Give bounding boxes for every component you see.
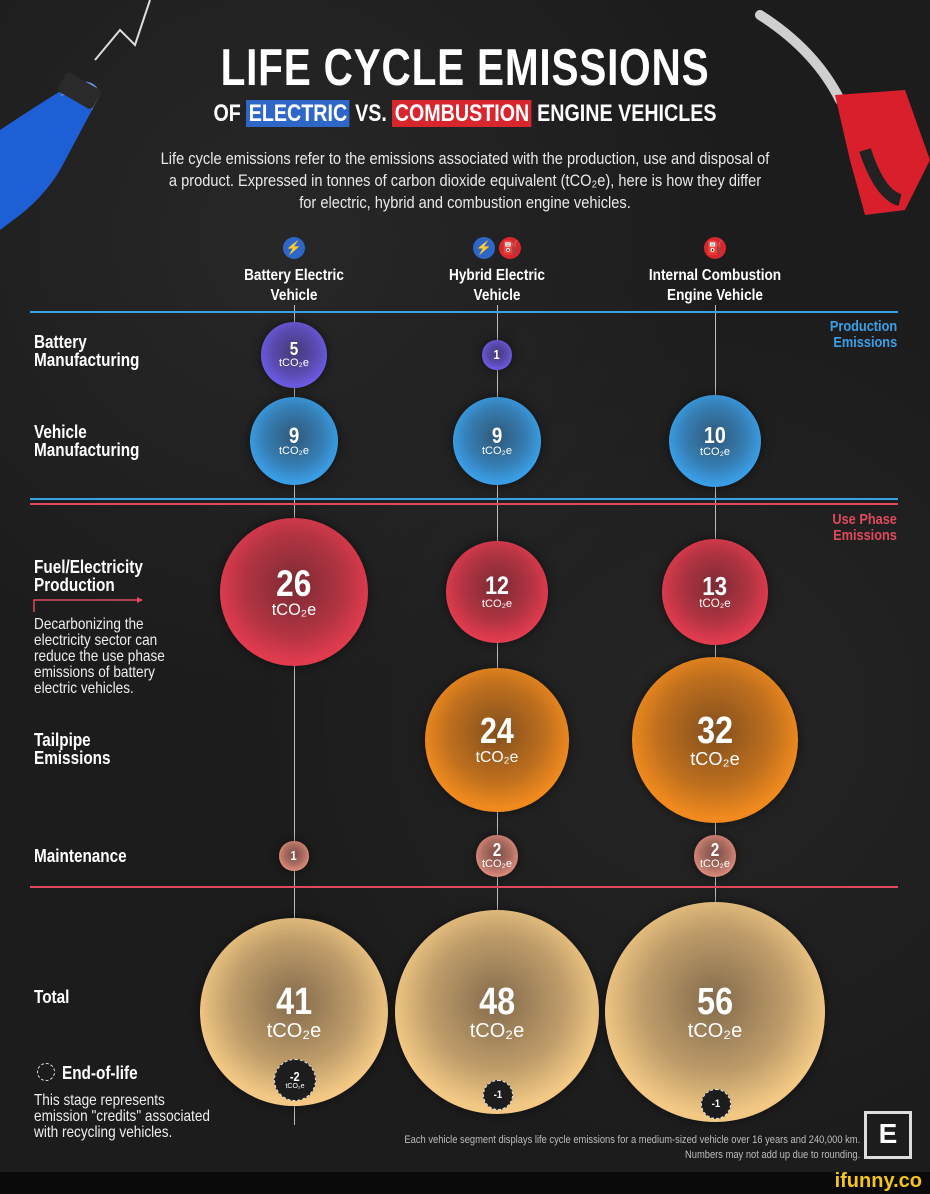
column-header-line1: Hybrid Electric xyxy=(449,267,545,284)
note-line: with recycling vehicles. xyxy=(34,1124,173,1141)
page-title: LIFE CYCLE EMISSIONS xyxy=(220,39,710,97)
row-label-line2: Emissions xyxy=(34,748,111,768)
note-line: This stage represents xyxy=(34,1092,165,1109)
footer-line2: Numbers may not add up due to rounding. xyxy=(684,1149,860,1161)
watermark-bar xyxy=(0,1172,930,1194)
bubble-eol-2 xyxy=(701,1089,731,1119)
bubble-value: 12 xyxy=(485,571,509,600)
bubble-value: 1 xyxy=(290,848,298,864)
lightning-icon: ⚡ xyxy=(283,237,305,259)
bubble-battery-0 xyxy=(261,322,326,387)
footer-line1: Each vehicle segment displays life cycle emissions for a medium-sized vehicle over 16 years and 240,000 km. xyxy=(404,1134,860,1146)
bubble-unit: tCO₂e xyxy=(266,1019,322,1042)
row-label-eol: End-of-life xyxy=(62,1063,138,1083)
bubble-unit: tCO₂e xyxy=(687,1019,743,1042)
bubble-vehicle-1 xyxy=(453,397,541,485)
bubble-value: -1 xyxy=(711,1097,721,1110)
subtitle-pre: OF xyxy=(213,100,241,127)
bubble-value: 13 xyxy=(702,571,728,602)
bubble-unit: tCO₂e xyxy=(285,1083,305,1090)
bubble-unit: tCO₂e xyxy=(700,858,730,871)
row-label-line2: Production xyxy=(34,575,115,595)
bubble-unit: tCO₂e xyxy=(279,445,309,458)
bubble-value: 48 xyxy=(479,980,515,1023)
column-header-line2: Vehicle xyxy=(473,287,521,304)
bubble-value: 1 xyxy=(493,347,501,363)
note-line: Decarbonizing the xyxy=(34,616,144,633)
row-label-line1: Battery xyxy=(34,332,87,352)
bubble-unit: tCO₂e xyxy=(279,357,309,370)
bubble-value: 5 xyxy=(289,339,299,360)
publisher-logo: E xyxy=(864,1111,912,1159)
bubble-value: -1 xyxy=(493,1088,503,1101)
subtitle-vs: VS. xyxy=(355,100,387,127)
row-label-line2: Manufacturing xyxy=(34,440,140,460)
bubble-value: 41 xyxy=(276,980,312,1023)
row-label-line1: Tailpipe xyxy=(34,730,91,750)
bubble-eol-1 xyxy=(483,1080,513,1110)
bubble-unit: tCO₂e xyxy=(482,445,512,458)
row-label-line1: Vehicle xyxy=(34,422,87,442)
section-label-line2: Emissions xyxy=(833,334,897,351)
bubble-maintenance-2 xyxy=(694,835,735,876)
bubble-unit: tCO₂e xyxy=(481,598,513,611)
bubble-fuel-0 xyxy=(220,518,369,667)
watermark-text: ifunny.co xyxy=(834,1170,922,1192)
column-header-line1: Internal Combustion xyxy=(648,267,782,284)
footer-note xyxy=(404,1133,860,1163)
bubble-vehicle-2 xyxy=(669,395,761,487)
bubble-unit: tCO₂e xyxy=(700,446,730,459)
bubble-fuel-2 xyxy=(662,539,767,644)
column-header-line1: Battery Electric xyxy=(244,267,344,284)
bubble-unit: tCO₂e xyxy=(271,601,317,620)
bubble-eol-0 xyxy=(274,1059,316,1101)
bubble-value: 56 xyxy=(697,980,733,1023)
note-line: emissions of battery xyxy=(34,664,155,681)
fuel-pump-icon: ⛽ xyxy=(704,237,726,259)
bubble-tailpipe-1 xyxy=(425,668,568,811)
bubble-value: 9 xyxy=(288,422,300,448)
column-header-line2: Engine Vehicle xyxy=(667,287,763,304)
bubble-fuel-1 xyxy=(446,541,547,642)
bubble-maintenance-0 xyxy=(279,841,308,870)
bubble-value: 26 xyxy=(276,562,312,605)
column-header-line2: Vehicle xyxy=(270,287,318,304)
row-label-line2: Manufacturing xyxy=(34,350,140,370)
note-line: electric vehicles. xyxy=(34,680,134,697)
bubble-value: 2 xyxy=(710,840,720,861)
bubble-unit: tCO₂e xyxy=(469,1019,525,1042)
bubble-battery-1 xyxy=(482,340,511,369)
bubble-tailpipe-2 xyxy=(632,657,797,822)
bubble-value: 24 xyxy=(480,711,514,752)
bubble-unit: tCO₂e xyxy=(699,598,731,611)
note-line: reduce the use phase xyxy=(34,648,165,665)
note-line: electricity sector can xyxy=(34,632,158,649)
bubble-value: 10 xyxy=(704,421,726,448)
row-label-maintenance: Maintenance xyxy=(34,846,127,866)
bubble-value: 9 xyxy=(491,422,503,448)
subtitle-combustion: COMBUSTION xyxy=(392,100,531,127)
bubble-value: 2 xyxy=(492,840,502,861)
section-label-line1: Use Phase xyxy=(832,511,897,528)
section-label-line1: Production xyxy=(829,318,897,335)
bubble-unit: tCO₂e xyxy=(475,749,519,766)
section-label-line2: Emissions xyxy=(833,527,897,544)
subtitle-electric: ELECTRIC xyxy=(246,100,349,127)
note-line: emission "credits" associated xyxy=(34,1108,210,1125)
lightning-icon: ⚡ xyxy=(473,237,495,259)
subtitle-post: ENGINE VEHICLES xyxy=(537,100,717,127)
intro-text: Life cycle emissions refer to the emissions associated with the production, use and disposal of a product. Expressed in tonnes of carbon dioxide equivalent (tCO₂e), here is how they differ for electric, hybrid and combustion engine vehicles. xyxy=(160,149,770,212)
fuel-pump-icon: ⛽ xyxy=(499,237,521,259)
bubble-vehicle-0 xyxy=(250,397,338,485)
bubble-unit: tCO₂e xyxy=(482,858,512,871)
bubble-maintenance-1 xyxy=(476,835,517,876)
bubble-value: 32 xyxy=(697,709,733,752)
bubble-value: -2 xyxy=(290,1069,300,1084)
row-label-line1: Fuel/Electricity xyxy=(34,557,143,577)
row-label-total: Total xyxy=(34,987,70,1007)
bubble-unit: tCO₂e xyxy=(690,748,740,769)
